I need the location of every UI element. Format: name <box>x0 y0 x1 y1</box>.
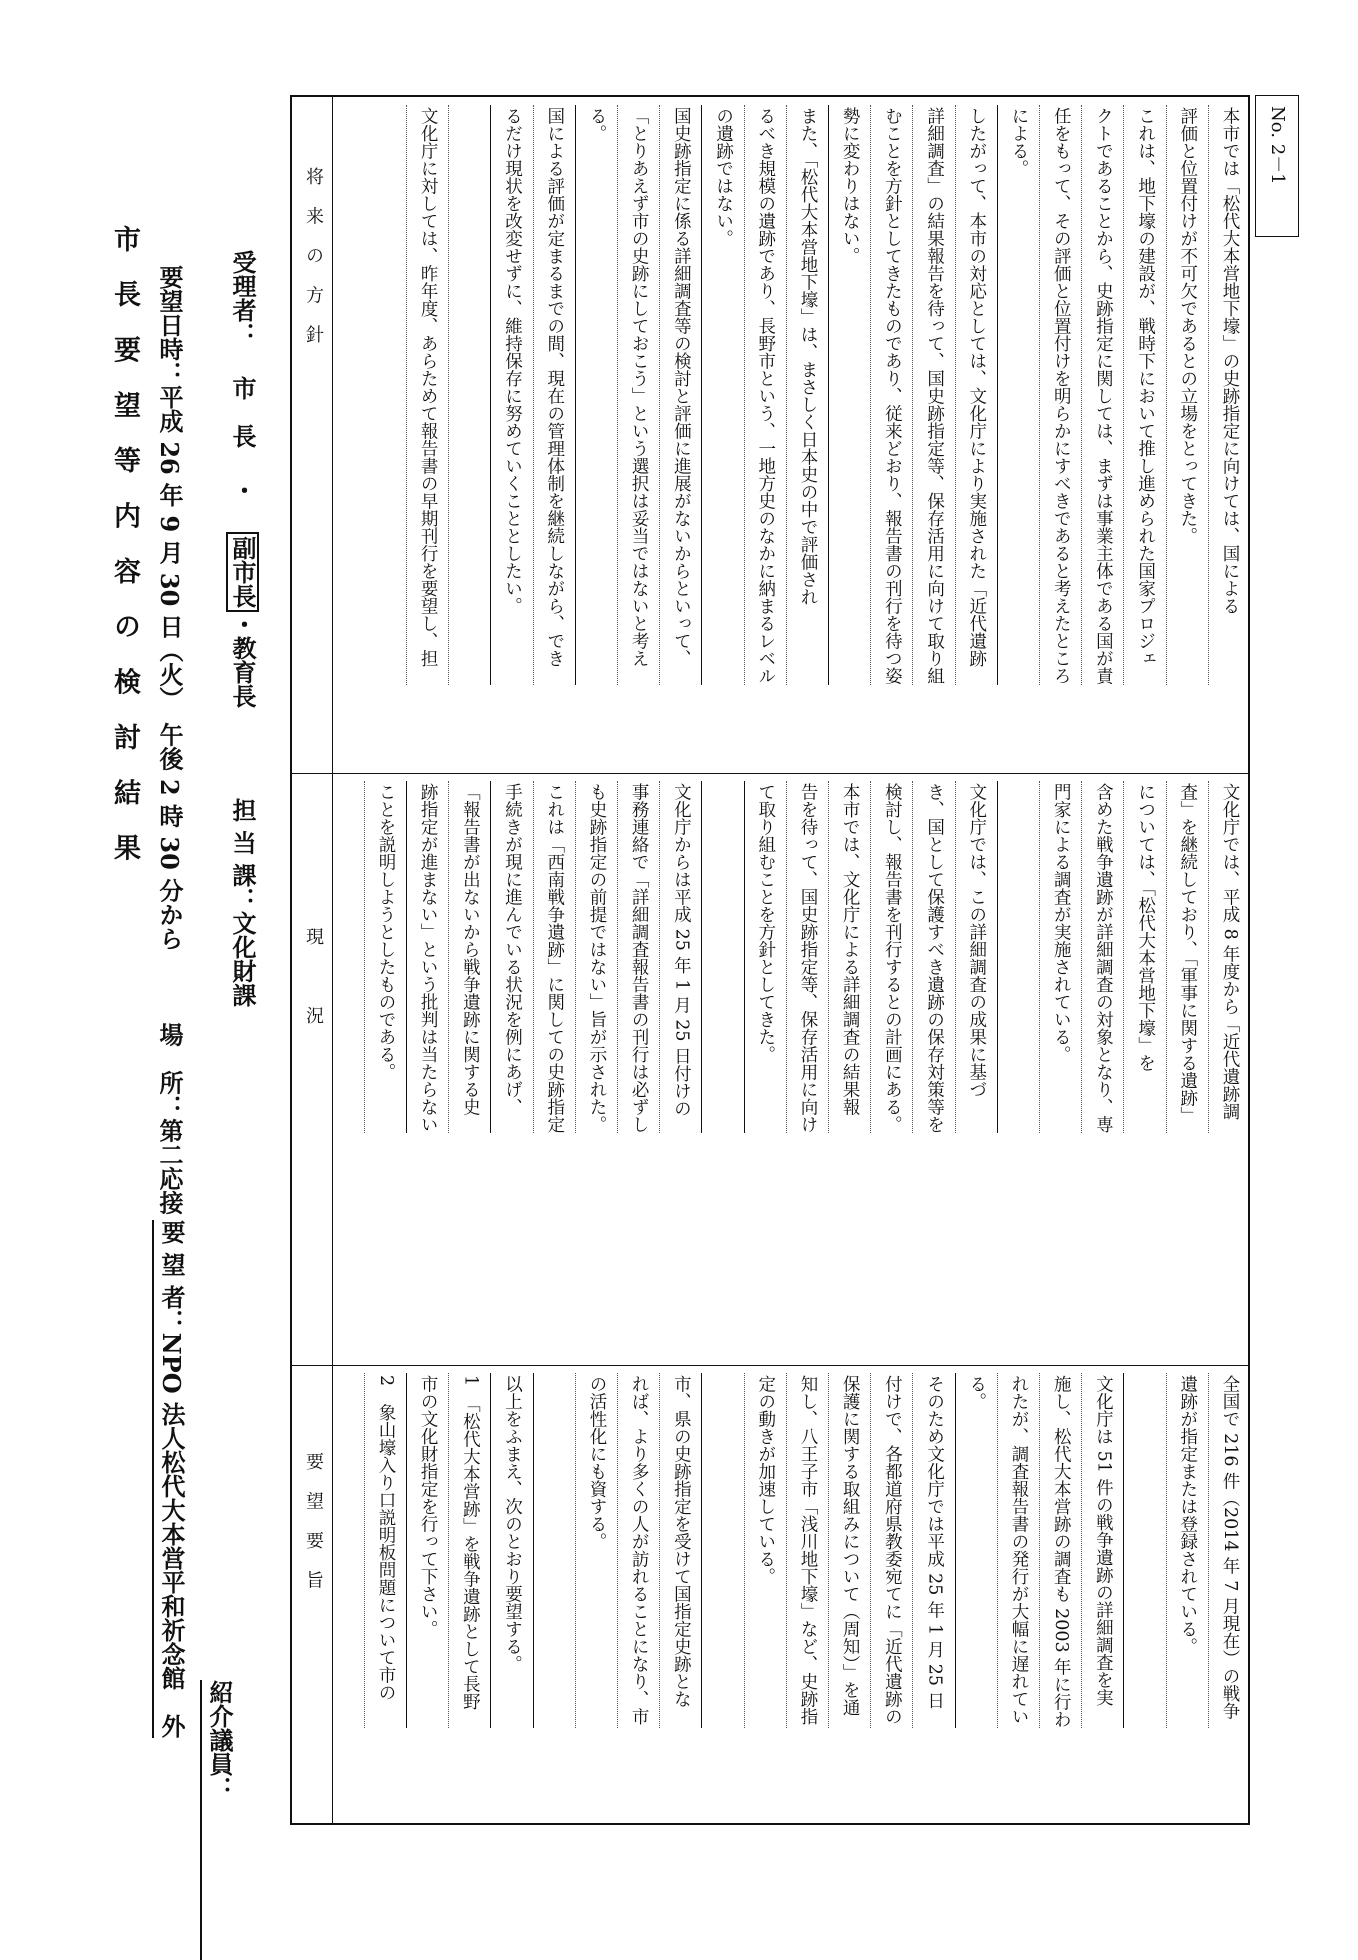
text-line: る。 <box>955 1373 997 1728</box>
text-line: 事務連絡で「詳細調査報告書の刊行は必ずし <box>617 781 659 1133</box>
future-column <box>332 97 1250 773</box>
text-line: 含めた戦争遺跡が詳細調査の対象となり、専 <box>1081 781 1123 1133</box>
text-line: また、「松代大本営地下壕」は、まさしく日本史の中で評価され <box>786 105 828 685</box>
text-line: 保護に関する取組みについて（周知）」を通 <box>828 1373 870 1728</box>
text-line: 任をもって、その評価と位置付けを明らかにすべきであると考えたところ <box>1039 105 1081 685</box>
text-line: 門家による調査が実施されている。 <box>1039 781 1081 1133</box>
receiver-mayor: 市 長 <box>228 376 257 448</box>
text-line: 詳細調査」の結果報告を待って、国史跡指定等、保存活用に向けて取り組 <box>912 105 954 685</box>
text-line <box>448 105 490 685</box>
text-line: 本市では、文化庁による詳細調査の結果報 <box>828 781 870 1133</box>
text-line: ことを説明しようとしたものである。 <box>364 781 406 1133</box>
text-line: 1 「松代大本営跡」を戦争遺跡として長野 <box>448 1373 490 1728</box>
receiver-vice-mayor: 副市長 <box>226 532 259 612</box>
text-line: 2 象山壕入り口説明板問題について市の <box>364 1373 406 1728</box>
text-line: 文化庁に対しては、昨年度、あらためて報告書の早期刊行を要望し、担 <box>406 105 448 685</box>
text-line: これは「西南戦争遺跡」に関しての史跡指定 <box>533 781 575 1133</box>
text-line: 全国で 216 件（2014 年 7 月現在）の戦争 <box>1208 1373 1250 1728</box>
receiver-education: ・教育長 <box>228 612 257 708</box>
text-line: 告を待って、国史跡指定等、保存活用に向け <box>786 781 828 1133</box>
request-datetime <box>152 265 187 1214</box>
date-label: 要望日時： <box>155 265 184 385</box>
text-line: るべき規模の遺跡であり、長野市という、一地方史のなかに納まるレベル <box>744 105 786 685</box>
text-line: 国による評価が定まるまでの間、現在の管理体制を継続しながら、でき <box>533 105 575 685</box>
text-line: したがって、本市の対応としては、文化庁により実施された「近代遺跡 <box>955 105 997 685</box>
text-line: 以上をふまえ、次のとおり要望する。 <box>490 1373 532 1728</box>
text-line: 査」を継続しており、「軍事に関する遺跡」 <box>1166 781 1208 1133</box>
text-line: については、「松代大本営地下壕」を <box>1123 781 1165 1133</box>
text-line: 知し、八王子市「浅川地下壕」など、史跡指 <box>786 1373 828 1728</box>
text-line: れば、より多くの人が訪れることになり、市 <box>617 1373 659 1728</box>
department: 担 当 課：文化財課 <box>228 798 257 1007</box>
text-line <box>701 781 743 1133</box>
header-request: 要望要旨 <box>303 1452 324 1611</box>
text-line: る。 <box>575 105 617 685</box>
text-line: 評価と位置付けが不可欠であるとの立場をとってきた。 <box>1166 105 1208 685</box>
text-line: これは、地下壕の建設が、戦時下において推し進められた国家プロジェ <box>1123 105 1165 685</box>
text-line: 「とりあえず市の史跡にしておこう」という選択は妥当ではないと考え <box>617 105 659 685</box>
header-current: 現 況 <box>303 927 324 1046</box>
request-column <box>332 1365 1250 1827</box>
petitioner-label: 要 望 者： <box>157 1220 186 1333</box>
future-text <box>406 105 1250 685</box>
table-header-row <box>292 97 333 1823</box>
text-line: 国史跡指定に係る詳細調査等の検討と評価に進展がないからといって、 <box>659 105 701 685</box>
text-line: て取り組むことを方針としてきた。 <box>744 781 786 1133</box>
text-line: も史跡指定の前提ではない」旨が示された。 <box>575 781 617 1133</box>
text-line: 跡指定が進まない」という批判は当たらない <box>406 781 448 1133</box>
text-line: 市の文化財指定を行って下さい。 <box>406 1373 448 1728</box>
text-line <box>997 781 1039 1133</box>
date-value: 平成 26 年 9 月 30 日（火） 午後 2 時 30 分から 場 所：第二応接 <box>155 385 184 1215</box>
text-line: 文化庁は 51 件の戦争遺跡の詳細調査を実 <box>1081 1373 1123 1728</box>
document-title: 市長要望等内容の検討結果 <box>109 225 140 890</box>
text-line <box>701 1373 743 1728</box>
introducer <box>200 1680 237 1960</box>
petitioner-value: NPO 法人松代大本営平和祈念館 外 <box>157 1332 186 1738</box>
text-line: 市、県の史跡指定を受けて国指定史跡とな <box>659 1373 701 1728</box>
text-line: による。 <box>997 105 1039 685</box>
text-line: の活性化にも資する。 <box>575 1373 617 1728</box>
introducer-label: 紹介議員： <box>205 1680 234 1800</box>
current-text <box>364 781 1250 1133</box>
text-line: むことを方針としてきたものであり、従来どおり、報告書の刊行を待つ姿 <box>870 105 912 685</box>
text-line: 勢に変わりはない。 <box>828 105 870 685</box>
text-line: 文化庁では、この詳細調査の成果に基づ <box>955 781 997 1133</box>
doc-number: No. 2－1 <box>1267 106 1288 185</box>
receiver-sep: ・ <box>228 478 257 502</box>
text-line: 本市では「松代大本営地下壕」の史跡指定に向けては、国による <box>1208 105 1250 685</box>
text-line: 定の動きが加速している。 <box>744 1373 786 1728</box>
request-text <box>364 1373 1250 1728</box>
text-line: クトであることから、史跡指定に関しては、まずは事業主体である国が責 <box>1081 105 1123 685</box>
text-line: るだけ現状を改変せずに、維持保存に努めていくこととしたい。 <box>490 105 532 685</box>
text-line: 手続きが現に進んでいる状況を例にあげ、 <box>490 781 532 1133</box>
text-line: 検討し、報告書を刊行するとの計画にある。 <box>870 781 912 1133</box>
text-line: 「報告書が出ないから戦争遺跡に関する史 <box>448 781 490 1133</box>
text-line: き、国として保護すべき遺跡の保存対策等を <box>912 781 954 1133</box>
text-line: そのため文化庁では平成 25 年 1 月 25 日 <box>912 1373 954 1728</box>
text-line: 文化庁では、平成 8 年度から「近代遺跡調 <box>1208 781 1250 1133</box>
text-line: 施し、松代大本営跡の調査も 2003 年に行わ <box>1039 1373 1081 1728</box>
current-column <box>332 773 1250 1365</box>
petitioner <box>152 1220 189 1738</box>
text-line: 付けで、各都道府県教委宛てに「近代遺跡の <box>870 1373 912 1728</box>
text-line: 文化庁からは平成 25 年 1 月 25 日付けの <box>659 781 701 1133</box>
doc-number-box <box>1255 95 1299 237</box>
receiver-label: 受理者： <box>228 250 257 346</box>
text-line: 遺跡が指定または登録されている。 <box>1166 1373 1208 1728</box>
text-line: れたが、調査報告書の発行が大幅に遅れてい <box>997 1373 1039 1728</box>
text-line <box>1123 1373 1165 1728</box>
text-line <box>533 1373 575 1728</box>
text-line: の遺跡ではない。 <box>701 105 743 685</box>
header-future: 将来の方針 <box>303 167 324 365</box>
receiver-line <box>225 250 260 1007</box>
content-table <box>290 95 1250 1825</box>
